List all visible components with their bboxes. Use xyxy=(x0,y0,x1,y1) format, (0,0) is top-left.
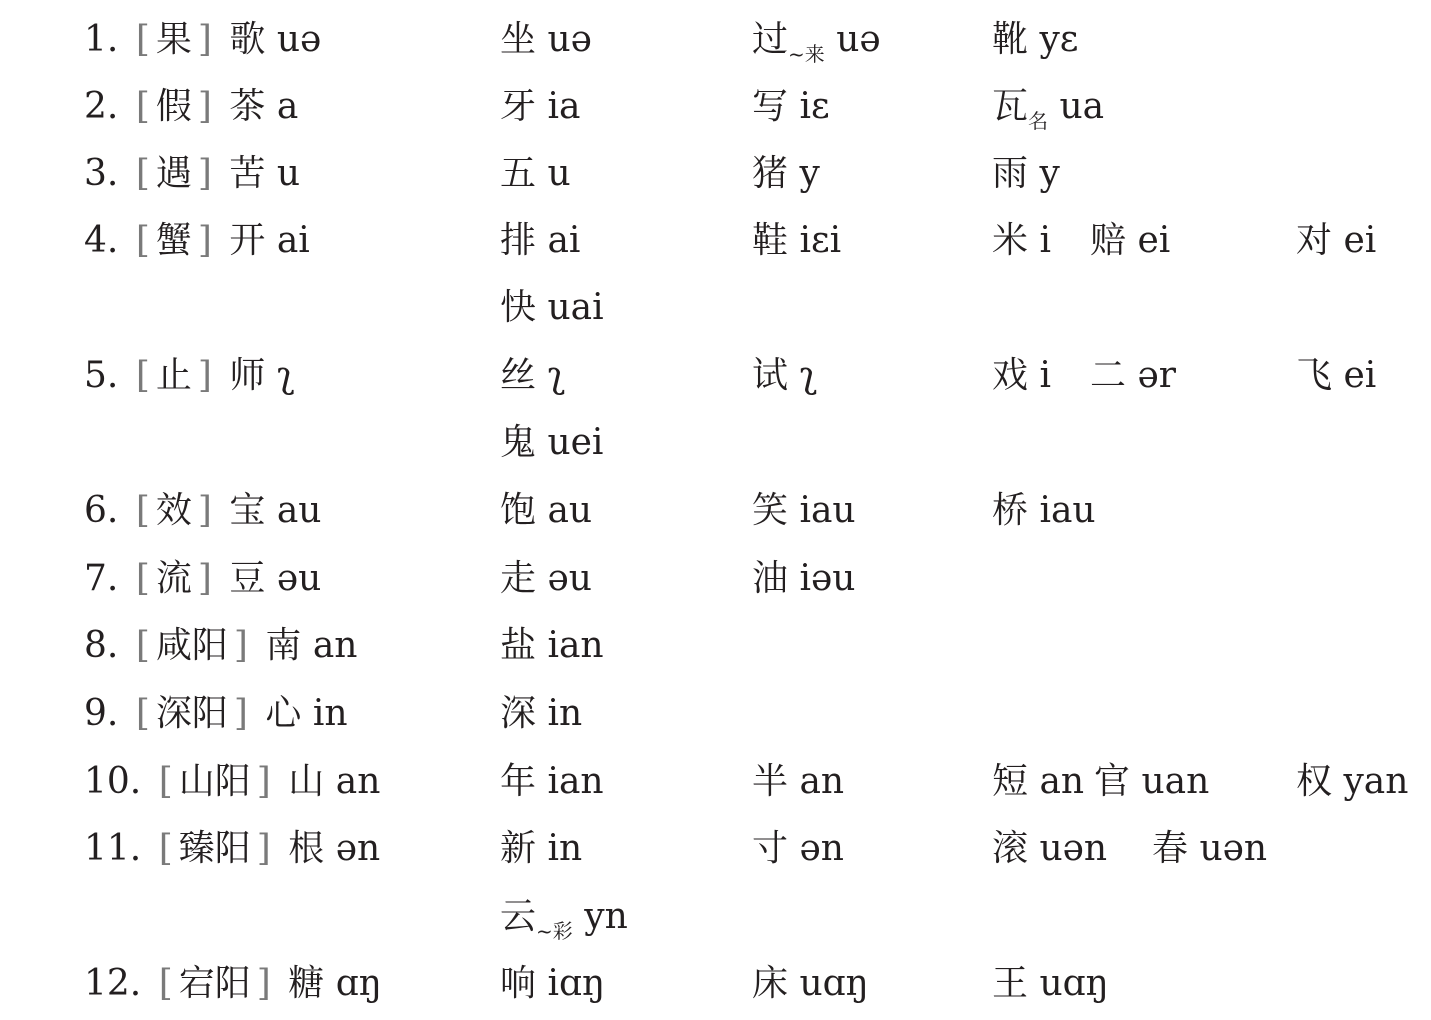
entry: 桥 iau xyxy=(992,490,1096,531)
row-label: 8. [ 咸阳 ] 南 an xyxy=(84,625,358,666)
row-1 xyxy=(0,6,1431,74)
entry: 戏 i xyxy=(992,355,1051,396)
entry: 猪 y xyxy=(752,153,820,194)
row-label: 4. [ 蟹 ] 开 ai xyxy=(84,220,310,261)
row-label: 2. [ 假 ] 茶 a xyxy=(84,86,299,127)
row-label: 1. [ 果 ] 歌 uə xyxy=(84,19,322,60)
entry: 油 iəu xyxy=(752,558,856,599)
row-5 xyxy=(0,342,1431,410)
entry: 响 iɑŋ xyxy=(500,963,606,1004)
entry: 饱 au xyxy=(500,490,593,531)
entry: 快 uai xyxy=(500,287,604,328)
entry: 过$_{\sim 来}$ uə xyxy=(752,19,881,66)
row-8 xyxy=(0,612,1431,680)
row-7 xyxy=(0,545,1431,613)
entry: 排 ai xyxy=(500,220,581,261)
entry: 走 əu xyxy=(500,558,592,599)
entry: 写 iɛ xyxy=(752,86,830,127)
row-11 xyxy=(0,815,1431,883)
entry: 靴 yɛ xyxy=(992,19,1079,60)
entry: 寸 ən xyxy=(752,828,844,869)
entry: 对 ei xyxy=(1296,220,1377,261)
row-label: 5. [ 止 ] 师 ʅ xyxy=(84,355,295,396)
entry: 瓦$_名$ ua xyxy=(992,86,1105,133)
entry: 五 u xyxy=(500,153,571,194)
entry: 新 in xyxy=(500,828,583,869)
entry: 权 yan xyxy=(1296,761,1409,802)
entry: 鞋 iɛi xyxy=(752,220,842,261)
row-10 xyxy=(0,748,1431,816)
row-9 xyxy=(0,680,1431,748)
entry: 春 uən xyxy=(1152,828,1268,869)
row-3 xyxy=(0,140,1431,208)
entry: 牙 ia xyxy=(500,86,581,127)
entry: 笑 iau xyxy=(752,490,856,531)
entry: 年 ian xyxy=(500,761,604,802)
entry: 云$_{\sim 彩}$ yn xyxy=(500,896,628,943)
row-2 xyxy=(0,73,1431,141)
entry: 王 uɑŋ xyxy=(992,963,1109,1004)
entry: 深 in xyxy=(500,693,583,734)
entry: 米 i xyxy=(992,220,1051,261)
row-11-continued xyxy=(0,883,1431,951)
entry: 试 ʅ xyxy=(752,355,817,396)
row-4 xyxy=(0,207,1431,275)
entry: 半 an xyxy=(752,761,845,802)
row-label: 6. [ 效 ] 宝 au xyxy=(84,490,322,531)
row-label: 7. [ 流 ] 豆 əu xyxy=(84,558,322,599)
row-label: 3. [ 遇 ] 苦 u xyxy=(84,153,301,194)
entry: 丝 ʅ xyxy=(500,355,565,396)
entry: 官 uan xyxy=(1094,761,1210,802)
row-label: 12. [ 宕阳 ] 糖 ɑŋ xyxy=(84,963,382,1004)
entry: 飞 ei xyxy=(1296,355,1377,396)
entry: 雨 y xyxy=(992,153,1060,194)
entry: 鬼 uei xyxy=(500,422,604,463)
row-label: 9. [ 深阳 ] 心 in xyxy=(84,693,348,734)
entry: 二 ər xyxy=(1090,355,1176,396)
entry: 短 an xyxy=(992,761,1085,802)
entry: 赔 ei xyxy=(1090,220,1171,261)
row-5-continued xyxy=(0,409,1431,477)
entry: 滚 uən xyxy=(992,828,1108,869)
row-label: 10. [ 山阳 ] 山 an xyxy=(84,761,381,802)
entry: 坐 uə xyxy=(500,19,592,60)
entry: 床 uɑŋ xyxy=(752,963,869,1004)
entry: 盐 ian xyxy=(500,625,604,666)
row-4-continued xyxy=(0,274,1431,342)
row-12 xyxy=(0,950,1431,1018)
row-label: 11. [ 臻阳 ] 根 ən xyxy=(84,828,381,869)
row-6 xyxy=(0,477,1431,545)
